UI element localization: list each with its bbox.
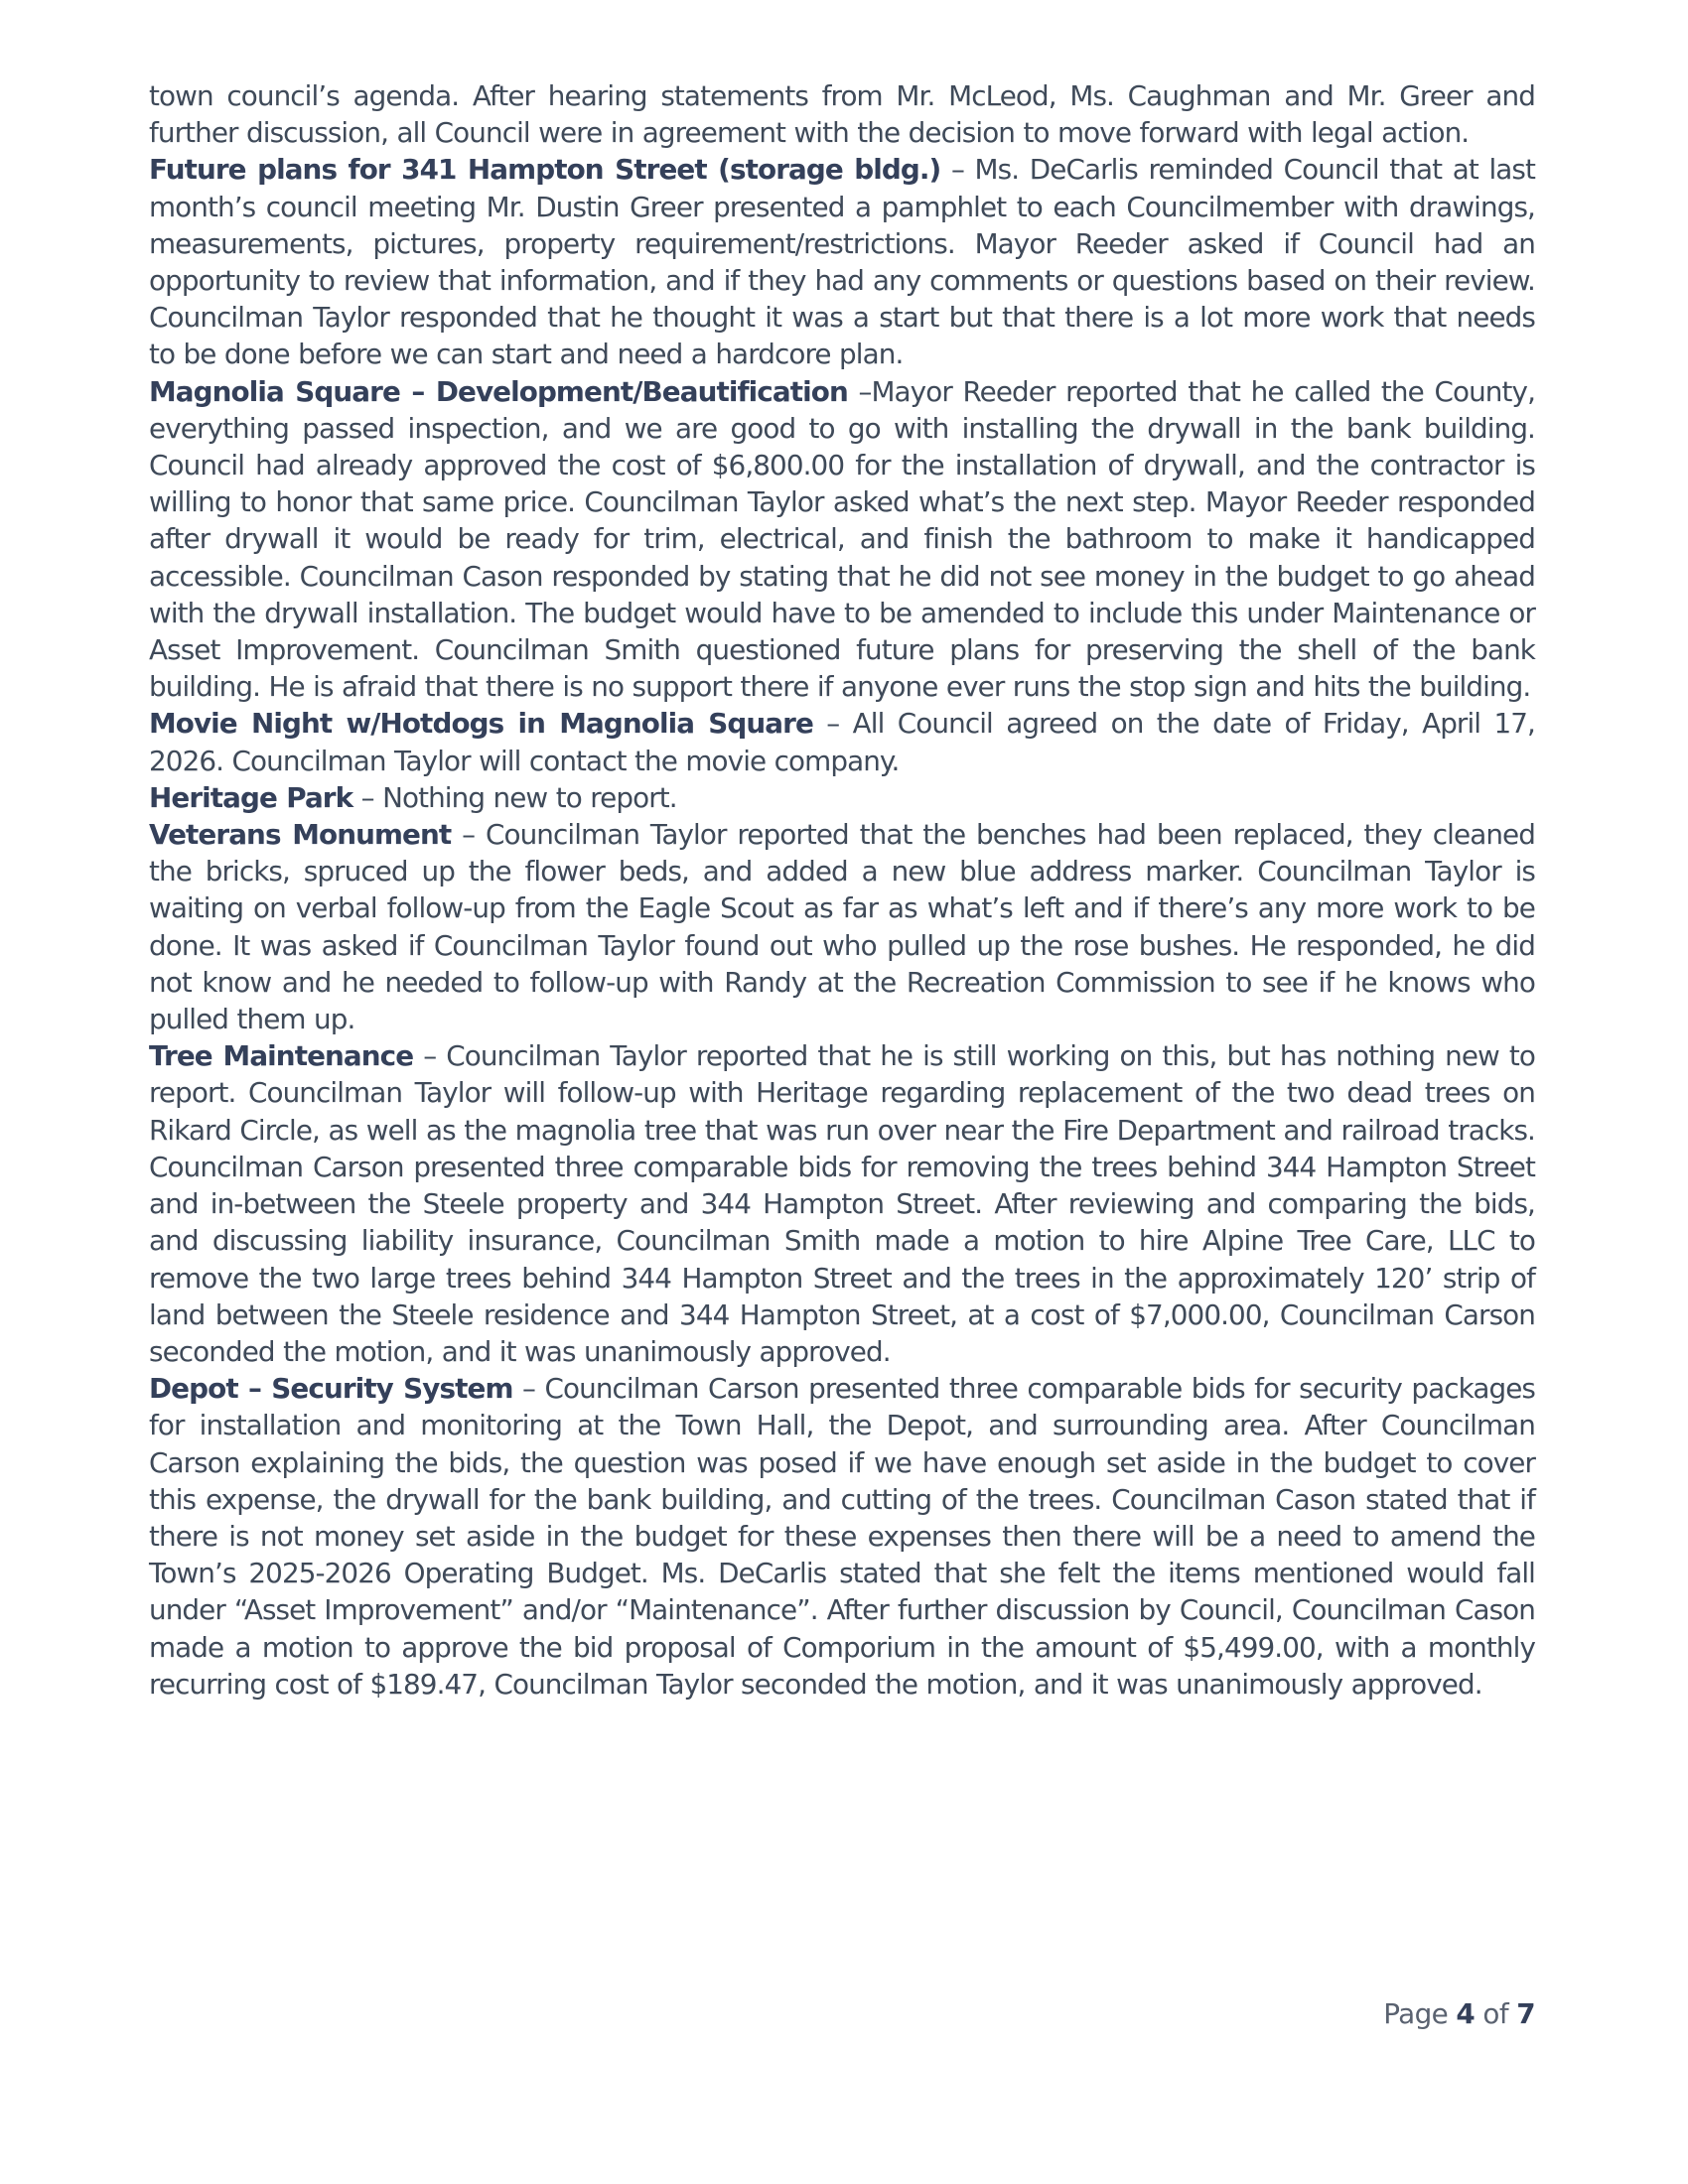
paragraph-storage-building — [149, 151, 1535, 372]
paragraph-body: – Councilman Taylor reported that the benches had been replaced, they cleaned the bricks, spruced up the flower beds, and added a new blue address marker. Councilman Taylor is waiting on verbal follow-up from the Eagle Scout as far as what’s left and if there’s any more work to be done. It was asked if Councilman Taylor found out who pulled up the rose bushes. He responded, he did not know and he needed to follow-up with Randy at the Recreation Commission to see if he knows who pulled them up. — [149, 818, 1535, 1036]
section-heading-veterans-monument: Veterans Monument — [149, 818, 452, 852]
paragraph-body: town council’s agenda. After hearing statements from Mr. McLeod, Ms. Caughman and Mr. Greer and further discussion, all Council were in agreement with the decision to move forward with legal action. — [149, 79, 1535, 150]
section-heading-depot-security: Depot – Security System — [149, 1372, 513, 1406]
page-footer — [1383, 1995, 1535, 2032]
paragraph-body: – Councilman Taylor reported that he is still working on this, but has nothing new to report. Councilman Taylor will follow-up with Heritage regarding replacement of the two dead trees on Rikard Circle, as well as the magnolia tree that was run over near the Fire Department and railroad tracks. Councilman Carson presented three comparable bids for removing the trees behind 344 Hampton Street and in-between the Steele property and 344 Hampton Street. After reviewing and comparing the bids, and discussing liability insurance, Councilman Smith made a motion to hire Alpine Tree Care, LLC to remove the two large trees behind 344 Hampton Street and the trees in the approximately 120’ strip of land between the Steele residence and 344 Hampton Street, at a cost of $7,000.00, Councilman Carson seconded the motion, and it was unanimously approved. — [149, 1039, 1535, 1368]
page-word: Page — [1383, 1997, 1449, 2030]
paragraph-magnolia-square — [149, 373, 1535, 706]
paragraph-heritage-park — [149, 779, 1535, 816]
paragraph-veterans-monument — [149, 816, 1535, 1037]
section-heading-storage-building: Future plans for 341 Hampton Street (storage bldg.) — [149, 153, 941, 187]
paragraph-movie-night — [149, 705, 1535, 778]
document-body — [149, 77, 1535, 1703]
paragraph-depot-security — [149, 1370, 1535, 1703]
total-pages: 7 — [1516, 1997, 1535, 2030]
paragraph-body: – All Council agreed on the date of Friday, April 17, 2026. Councilman Taylor will contact the movie company. — [149, 707, 1535, 777]
paragraph-body: – Nothing new to report. — [352, 780, 677, 814]
paragraph-body: – Councilman Carson presented three comparable bids for security packages for installation and monitoring at the Town Hall, the Depot, and surrounding area. After Councilman Carson explaining the bids, the question was posed if we have enough set aside in the budget to cover this expense, the drywall for the bank building, and cutting of the trees. Councilman Cason stated that if there is not money set aside in the budget for these expenses then there will be a need to amend the Town’s 2025-2026 Operating Budget. Ms. DeCarlis stated that she felt the items mentioned would fall under “Asset Improvement” and/or “Maintenance”. After further discussion by Council, Councilman Cason made a motion to approve the bid proposal of Comporium in the amount of $5,499.00, with a monthly recurring cost of $189.47, Councilman Taylor seconded the motion, and it was unanimously approved. — [149, 1372, 1535, 1701]
of-word: of — [1482, 1997, 1508, 2030]
paragraph-body: –Mayor Reeder reported that he called the County, everything passed inspection, and we are good to go with installing the drywall in the bank building. Council had already approved the cost of $6,800.00 for the installation of drywall, and the contractor is willing to honor that same price. Councilman Taylor asked what’s the next step. Mayor Reeder responded after drywall it would be ready for trim, electrical, and finish the bathroom to make it handicapped accessible. Councilman Cason responded by stating that he did not see money in the budget to go ahead with the drywall installation. The budget would have to be amended to include this under Maintenance or Asset Improvement. Councilman Smith questioned future plans for preserving the shell of the bank building. He is afraid that there is no support there if anyone ever runs the stop sign and hits the building. — [149, 374, 1536, 704]
paragraph-body: – Ms. DeCarlis reminded Council that at last month’s council meeting Mr. Dustin Greer presented a pamphlet to each Councilmember with drawings, measurements, pictures, property requirement/restrictions. Mayor Reeder asked if Council had an opportunity to review that information, and if they had any comments or questions based on their review. Councilman Taylor responded that he thought it was a start but that there is a lot more work that needs to be done before we can start and need a hardcore plan. — [149, 153, 1535, 371]
section-heading-tree-maintenance: Tree Maintenance — [149, 1039, 414, 1073]
section-heading-magnolia-square: Magnolia Square – Development/Beautification — [149, 374, 848, 408]
page-number: 4 — [1456, 1997, 1476, 2030]
section-heading-heritage-park: Heritage Park — [149, 780, 353, 814]
section-heading-movie-night: Movie Night w/Hotdogs in Magnolia Square — [149, 707, 813, 741]
paragraph-tree-maintenance — [149, 1037, 1535, 1370]
paragraph-continued-legal-action — [149, 77, 1535, 151]
